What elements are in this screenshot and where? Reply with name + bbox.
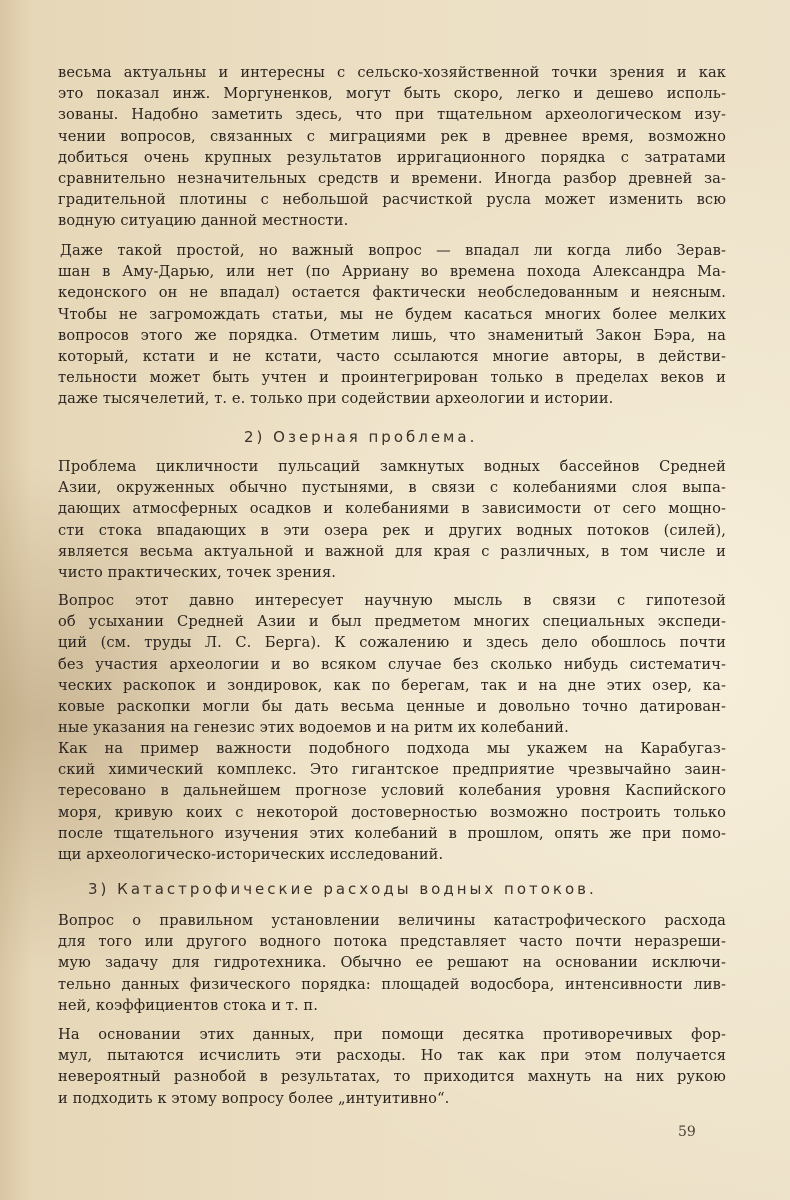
text-line: ковые раскопки могли бы дать весьма ценные и довольно точно датирован-: [58, 698, 726, 716]
text-line: ций (см. труды Л. С. Берга). К сожалению и здесь дело обошлось почти: [58, 634, 726, 652]
text-line: ческих раскопок и зондировок, как по берегам, так и на дне этих озер, ка-: [58, 676, 726, 694]
text-line: водную ситуацию данной местности.: [58, 212, 349, 230]
text-line: Даже такой простой, но важный вопрос — впадал ли когда либо Зерав-: [60, 242, 726, 259]
text-line: невероятный разнобой в результатах, то приходится махнуть на них рукою: [58, 1068, 726, 1086]
text-line: мул, пытаются исчислить эти расходы. Но так как при этом получается: [58, 1047, 726, 1065]
text-line: без участия археологии и во всяком случае без сколько нибудь систематич-: [58, 655, 726, 673]
text-line: тельно данных физического порядка: площадей водосбора, интенсивности лив-: [58, 975, 726, 993]
text-line: ский химический комплекс. Это гигантское предприятие чрезвычайно заин-: [58, 761, 726, 779]
text-line: На основании этих данных, при помощи десятка противоречивых фор-: [58, 1026, 726, 1043]
section-heading-lake-problem: 2) Озерная проблема.: [244, 428, 478, 446]
text-line: дающих атмосферных осадков и колебаниями в зависимости от сего мощно-: [58, 500, 726, 518]
text-line: об усыхании Средней Азии и был предметом многих специальных экспеди-: [58, 613, 726, 631]
text-line: мую задачу для гидротехника. Обычно ее решают на основании исключи-: [58, 954, 726, 972]
paragraph-5: [58, 738, 726, 865]
text-line: зованы. Надобно заметить здесь, что при тщательном археологическом изу-: [58, 106, 726, 124]
text-line: градительной плотины с небольшой расчисткой русла может изменить всю: [58, 191, 726, 209]
section-heading-catastrophic-flows: 3) Катастрофические расходы водных потоков.: [88, 880, 597, 898]
text-line: Чтобы не загромождать статьи, мы не будем касаться многих более мелких: [58, 305, 726, 323]
text-line: чисто практических, точек зрения.: [58, 564, 336, 582]
text-line: Вопрос о правильном установлении величины катастрофического расхода: [58, 912, 726, 929]
text-line: шан в Аму-Дарью, или нет (по Арриану во времена похода Александра Ма-: [58, 263, 726, 281]
paragraph-4: [58, 590, 726, 738]
text-line: после тщательного изучения этих колебаний в прошлом, опять же при помо-: [58, 824, 726, 842]
text-line: сти стока впадающих в эти озера рек и других водных потоков (силей),: [58, 521, 726, 539]
text-line: и подходить к этому вопросу более „интуитивно“.: [58, 1089, 450, 1107]
text-line: моря, кривую коих с некоторой достоверностью возможно построить только: [58, 803, 726, 821]
text-line: ные указания на генезис этих водоемов и на ритм их колебаний.: [58, 719, 569, 737]
text-line: весьма актуальны и интересны с сельско-хозяйственной точки зрения и как: [58, 64, 726, 81]
text-line: ней, коэффициентов стока и т. п.: [58, 996, 318, 1014]
paragraph-6: [58, 910, 726, 1016]
text-line: это показал инж. Моргуненков, могут быть скоро, легко и дешево исполь-: [58, 85, 726, 103]
paragraph-1: [58, 62, 726, 232]
text-line: который, кстати и не кстати, часто ссылаются многие авторы, в действи-: [58, 348, 726, 366]
text-line: тересовано в дальнейшем прогнозе условий колебания уровня Каспийского: [58, 782, 726, 800]
text-line: Как на пример важности подобного подхода мы укажем на Карабугаз-: [58, 740, 726, 757]
text-line: для того или другого водного потока представляет часто почти неразреши-: [58, 933, 726, 951]
text-line: Проблема цикличности пульсаций замкнутых водных бассейнов Средней: [58, 458, 726, 475]
text-line: Вопрос этот давно интересует научную мысль в связи с гипотезой: [58, 592, 726, 609]
text-line: кедонского он не впадал) остается фактически необследованным и неясным.: [58, 284, 726, 302]
paragraph-2: [58, 240, 726, 410]
text-line: щи археологическо-исторических исследований.: [58, 846, 444, 864]
text-line: добиться очень крупных результатов ирригационного порядка с затратами: [58, 148, 726, 166]
text-line: тельности может быть учтен и проинтегрирован только в пределах веков и: [58, 369, 726, 387]
text-line: сравнительно незначительных средств и времени. Иногда разбор древней за-: [58, 170, 726, 188]
paragraph-3: [58, 456, 726, 583]
text-line: чении вопросов, связанных с миграциями рек в древнее время, возможно: [58, 127, 726, 145]
text-line: является весьма актуальной и важной для края с различных, в том числе и: [58, 542, 726, 560]
text-line: Азии, окруженных обычно пустынями, в связи с колебаниями слоя выпа-: [58, 479, 726, 497]
page-number: 59: [678, 1124, 696, 1140]
text-line: даже тысячелетий, т. е. только при содействии археологии и истории.: [58, 390, 614, 408]
paragraph-7: [58, 1024, 726, 1109]
text-line: вопросов этого же порядка. Отметим лишь, что знаменитый Закон Бэра, на: [58, 326, 726, 344]
